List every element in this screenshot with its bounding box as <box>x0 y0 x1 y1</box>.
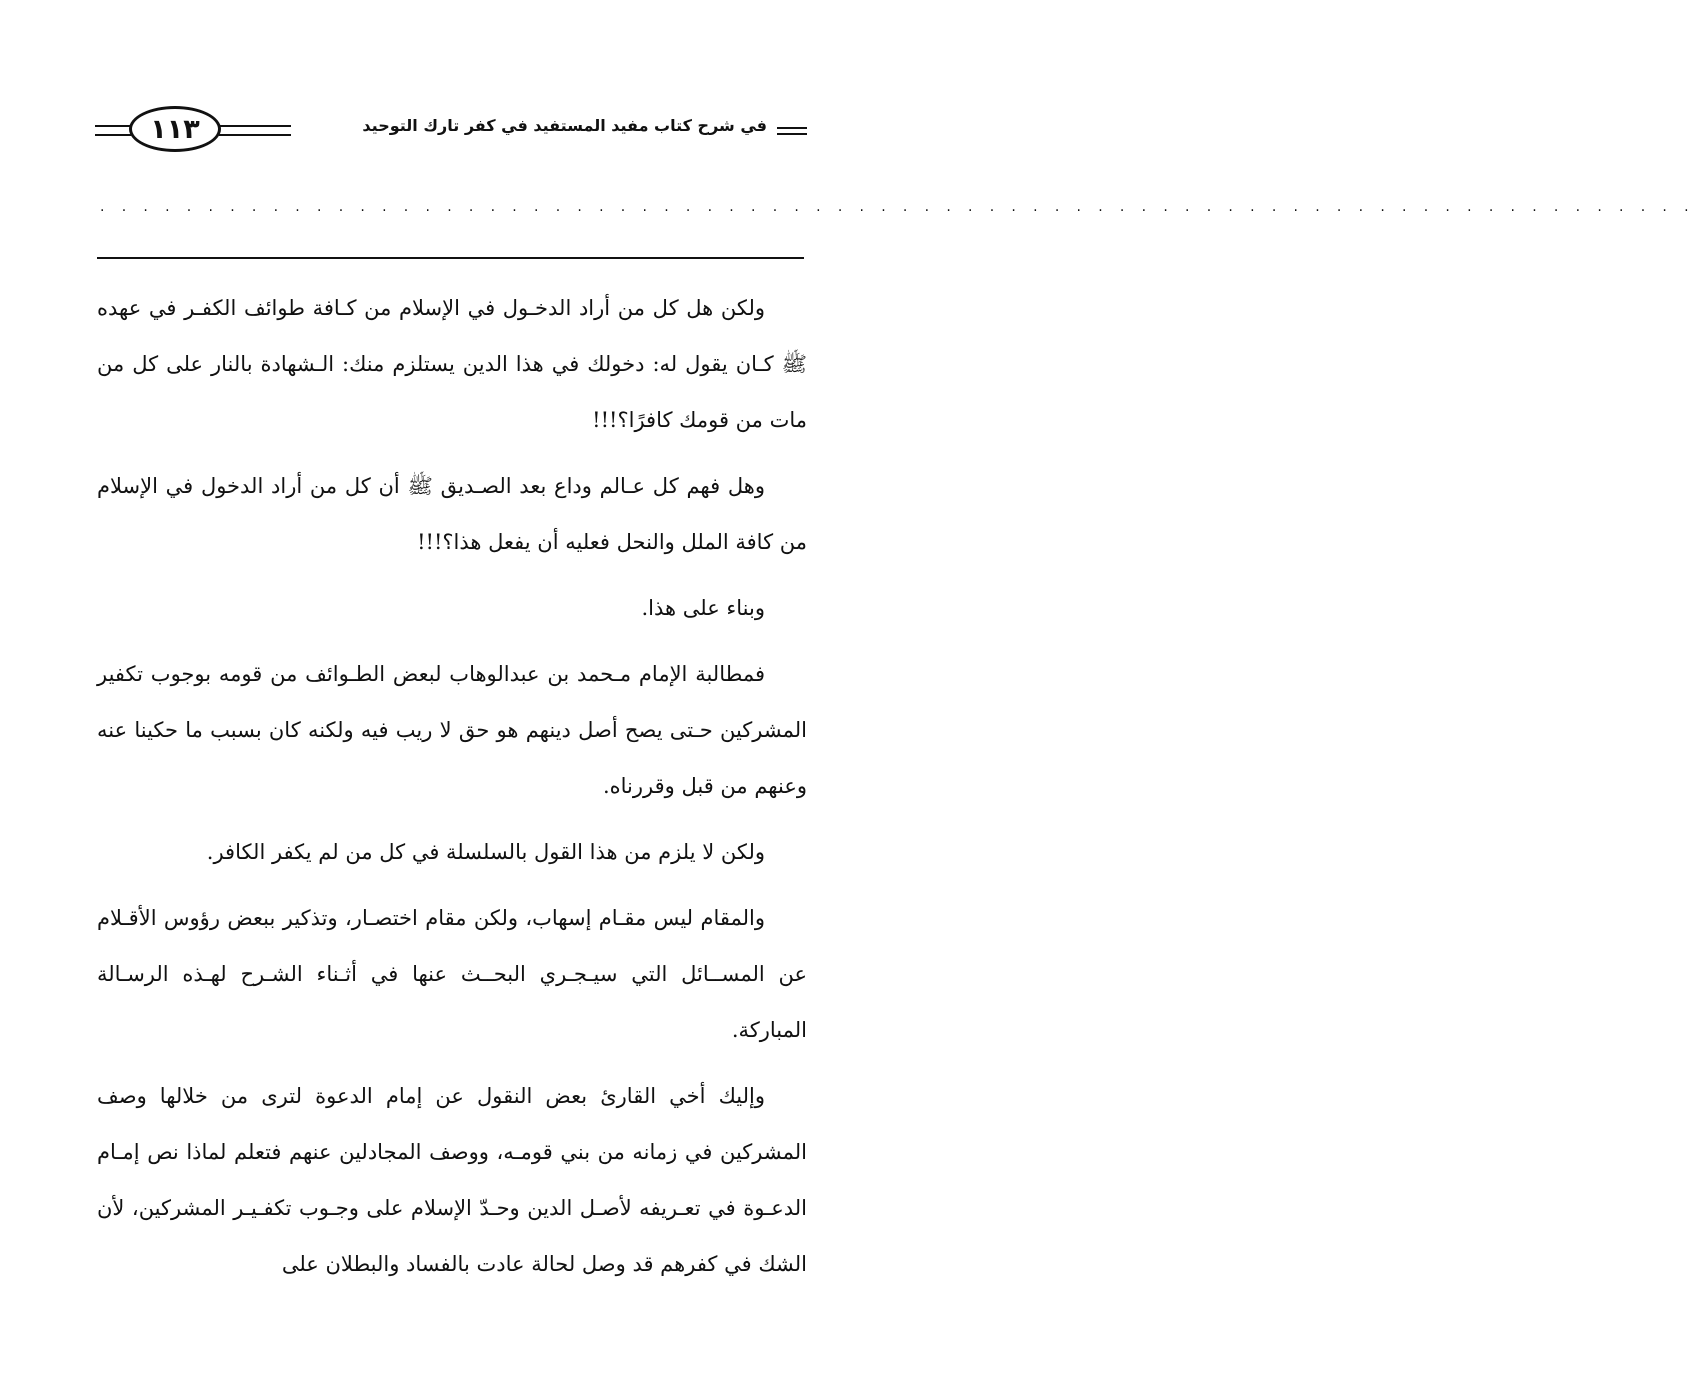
paragraph: ولكن لا يلزم من هذا القول بالسلسلة في كل من لم يكفر الكافر. <box>206 840 765 864</box>
paragraph: وإليك أخي القارئ بعض النقول عن إمام الدعوة لترى من خلالها وصف المشركين في زمانه من بني قومـه، ووصف المجادلين عنهم فتعلم لماذا نص إمـام الدعـوة في تعـريفه لأصـل الدين وحـدّ الإسلام على وجـوب تكفـيـر المشركين، لأن الشك في كفرهم قد وصل لحالة عادت بالفساد والبطلان على <box>97 1084 807 1276</box>
paragraph: وبناء على هذا. <box>641 596 765 620</box>
paragraph: فمطالبة الإمام مـحمد بن عبدالوهاب لبعض الطـوائف من قومه بوجوب تكفير المشركين حـتى يصح أصل دينهم هو حق لا ريب فيه ولكنه كان بسبب ما حكينا عنه وعنهم من قبل وقررناه. <box>97 662 807 798</box>
page-number-ornament <box>95 100 295 160</box>
header-separator <box>97 257 804 259</box>
dotted-line: . . . . . . . . . . . . . . . . . . . . . . . . . . . . . . . . . . . . . . . . . . . . . . . . . . . . . . . . . . . . . . . . . . . . . . . . . . <box>100 199 1695 215</box>
running-title: في شرح كتاب مفيد المستفيد في كفر تارك التوحيد <box>362 116 767 135</box>
ornament-rule-left <box>95 125 131 136</box>
body-text <box>97 280 807 1302</box>
paragraph: والمقام ليس مقـام إسهاب، ولكن مقام اختصـار، وتذكير ببعض رؤوس الأقـلام عن المســائل التي سيـجـري البحــث عنها في أثـناء الشـرح لهـذه الرسـالة المباركة. <box>97 906 807 1042</box>
paragraph: وهل فهم كل عـالم وداع بعد الصـديق ﷺ أن كل من أراد الدخول في الإسلام من كافة الملل والنحل فعليه أن يفعل هذا؟!!! <box>97 474 807 554</box>
paragraph: ولكن هل كل من أراد الدخـول في الإسلام من كـافة طوائف الكفـر في عهده ﷺ كـان يقول له: دخولك في هذا الدين يستلزم منك: الـشهادة بالنار على كل من مات من قومك كافرًا؟!!! <box>97 296 807 432</box>
ornament-rule-right <box>219 125 291 136</box>
page-number: ١١٣ <box>129 106 221 152</box>
title-dash-ornament <box>777 127 807 135</box>
running-header <box>95 100 807 160</box>
